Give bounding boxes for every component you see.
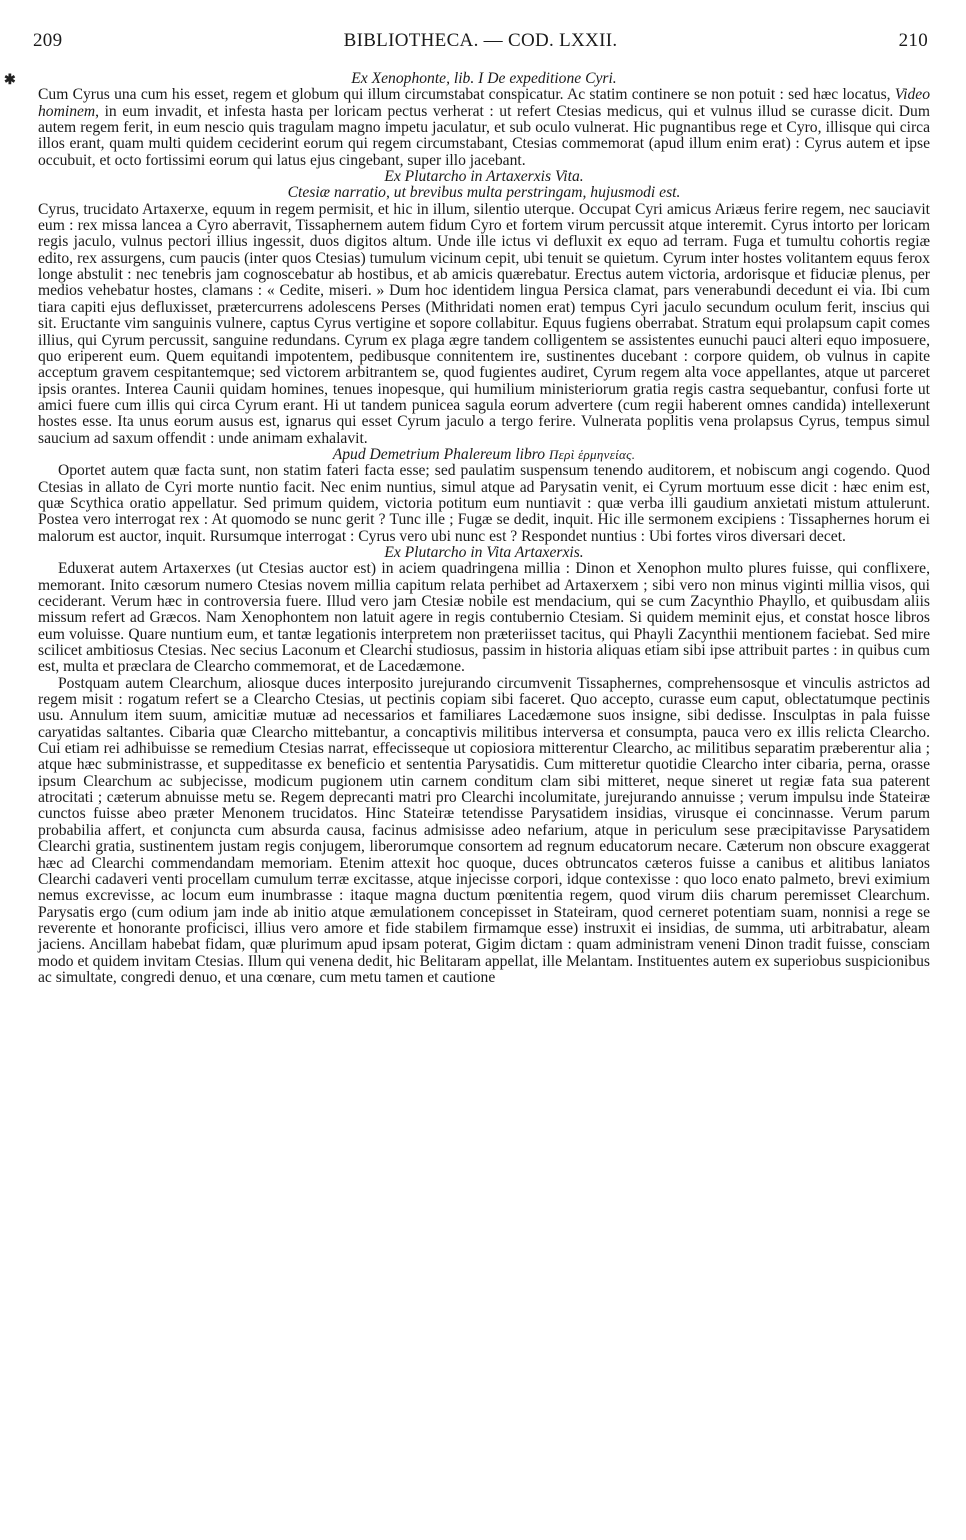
page-number-right: 210 [898,30,928,51]
section-heading: Ex Plutarcho in Artaxerxis Vita. [384,168,584,186]
running-title: BIBLIOTHECA. — COD. LXXII. [343,30,618,51]
paragraph: Cyrus, trucidato Artaxerxe, equum in regem permisit, et hic in illum, silentio uterque. Occupat Cyri amicus Ariæus ferire regem, nec sauciavit eum : rex missa lancea a Cyro aberravit, Tissaphernem autem fidum Cyro et fortem virum percussit atque interemit. Cyrus intorto per loricam regis jaculo, vulnus pectori illius ingessit, duos digitos altum. Unde ille ictus vi defluxit ex equo ad terram. Fuga et tumultu cohortis regiæ edito, rex assurgens, cum paucis (inter quos Ctesias) tumulum vicinum cepit, ubi tenuit se quietum. Cyrum inter hostes volitantem equus ferox longe abstulit : nec tenebris jam cognoscebatur ab hostibus, et ab amicis quærebatur. Erectus autem victoria, ardorisque et fiduciæ plenus, per medios vehebatur hostes, clamans : « Cedite, miseri. » Dum hoc identidem lingua Persica clamat, pars venerabundi decedunt ei via. Ibi cum tiara capiti ejus defluxisset, prætercurrens adolescens Perses (Mithridati nomen erat) tempus Cyri jaculo secundum oculum ferit, inscius qui sit. Eructante vim sanguinis vulnere, captus Cyrus vertigine et sopore collabitur. Equus fugiens oberrabat. Stratum equi prolapsum capit comes illius, qui Cyrum percussit, sanguine redundans. Cyrum ex plaga ægre tandem colligentem se assistentes eunuchi pauci alteri equo imposuere, quo eriperent eum. Quem equitandi impotentem, pedibusque connitentem ire, sustinentes ducebant : corpore quidem, ob vulnus in capite acceptum gravem cespitantemque; sed victorem arbitrantem se, quod fugientes audiret, Cyrum regem alta voce appellantes, atque ut parceret ipsis orantes. Interea Caunii quidam homines, tenues inopesque, qui humilium ministeriorum gratia regis castra sequebantur, confusi forte ut amici fuere cum illis qui circa Cyrum erant. Hi ut tandem punicea sagula eorum advertere (cum regii haberent omnes candida) intellexerunt hostes esse. Ita unus eorum ausus est, ignarus qui esset Cyrum jaculo a tergo ferire. Vulnerata poplitis vena prolapsus Cyrus, tempus simul saucium ad saxum offendit : unde animam exhalavit. [38,200,930,447]
paragraph: Postquam autem Clearchum, aliosque duces interposito jurejurando circumvenit Tissaphernes, comprehensosque et vinculis astrictos ad regem misit : rogatum refert se a Clearcho Ctesias, ut pectinis copiam sibi faceret. Quo accepto, curasse eum caput, oblectatumque pectinis usu. Annulum item suum, amicitiæ mutuæ ad necessarios et familiares Lacedæmone suos insigne, sibi dedisse. Insculptas in pala fuisse caryatidas saltantes. Cibaria quæ Clearcho mittebantur, a concaptivis militibus interversa et consumpta, pauca vero ex illis relicta Clearcho. Cui etiam rei adhibuisse se remedium Ctesias narrat, effecisseque ut copiosiora mitterentur Clearcho, ac militibus separatim præberentur alia ; atque hæc subministrasse, et suppeditasse ex beneficio et sententia Parysatidis. Cum mitteretur quotidie Clearcho inter cibaria, perna, orasse ipsum Clearchum ac subjecisse, modicum pugionem utin carnem conditum clam sibi mitteret, neque sineret ut regiæ fata sua paterent atrocitati ; cæterum abnuisse metu se. Regem deprecanti matri pro Clearchi incolumitate, jurejurando annuisse ; verum impulsu inde Stateiræ cunctos fuisse abeo præter Menonem trucidatos. Hinc Stateiræ tetendisse Parysatidem insidias, virusque ei concinnasse. Verum parum probabilia affert, et conjuncta cum absurda causa, facinus admisisse adeo nefarium, atque in periculum sese præcipitavisse Parysatidem Clearchi gratia, sustinentem justam regis conjugem, liberorumque consortem ad regnum educatorum necare. Cæterum non obscure exaggerat hæc ad Clearchi commendandam memoriam. Etenim attexit hoc quoque, duces obtruncatos cæteros fuisse a canibus et alitibus laniatos Clearchi cadaveri venti procellam cumulum terræ excitasse, atque injecisse corpori, idque contexisse : quo loco enato palmeto, brevi eximium nemus excrevisse, ac locum eum inumbrasse : itaque magna ductum pœnitentia regem, quod virum diis charum peremisset Clearchum. Parysatis ergo (cum odium jam inde ab initio atque æmulationem concepisset in Stateiram, quod cerneret potentiam suam, nonnisi a rege se reverente et honorante proficisci, illius vero amore et fide stabilem firmamque esse) instruxit ei insidias, de summa, uti arbitrabatur, aleam jaciens. Ancillam habebat fidam, quæ plurimum apud ipsam poterat, Gigim dictam : quam administram veneni Dinon tradit fuisse, consciam modo et quidem invitam Ctesias. Illum qui venena dedit, hic Belitaram appellat, ille Melantam. Instituentes autem ex superiobus suspicionibus ac simultate, congredi denuo, et una cœnare, cum metu tamen et cautione [38,674,930,986]
section-subheading: Ctesiæ narratio, ut brevibus multa perstringam, hujusmodi est. [287,184,681,202]
paragraph: Oportet autem quæ facta sunt, non statim fateri facta esse; sed paulatim suspensum tenendo auditorem, et nobiscum angi cogendo. Quod Ctesias in allato de Cyri morte nuntio facit. Nec enim nuntius, simul atque ad Parysatin venit, ei Cyrum mortuum esse dicit : hæc enim est, quæ Scythica oratio appellatur. Sed primum quidem, victoria potitum eum nuntiavit : quæ verba illi gaudium anxietati mistum attulerunt. Postea vero interrogat rex : At quomodo se nunc gerit ? Tunc ille ; Fugæ se dedit, inquit. Hic ille sermonem excipiens : Tissaphernes horum ei malorum est auctor, inquit. Rursumque interrogat : Cyrus vero ubi nunc est ? Respondet nuntius : Ubi fortes viros diversari decet. [38,462,930,545]
section-heading: Ex Xenophonte, lib. I De expeditione Cyri. [351,70,617,87]
margin-mark-icon: ✱ [4,73,16,88]
running-head [33,30,928,56]
paragraph: Cum Cyrus una cum his esset, regem et globum qui illum circumstabat conspicatur. Ac statim continere se non potuit : sed hæc locatus, Video hominem, in eum invadit, et infesta hasta per loricam pectus verherat : ut refert Ctesias medicus, qui et vulnus illud se curasse dicit. Dum autem regem ferit, in eum nescio quis tragulam magno impetu jaculatur, et sub oculo vulnerat. Hic pugnantibus rege et Cyro, illisque qui circa illos erant, quam multi quidem ceciderint eorum qui regem circumstabant, Ctesias commemorat (apud illum enim erat) : Cyrus autem et ipse occubuit, et octo fortissimi eorum qui latus ejus cingebant, super illo jacebant. [38,86,930,169]
section-heading: Ex Plutarcho in Vita Artaxerxis. [384,543,584,561]
section-heading: Apud Demetrium Phalereum libro Περὶ ἑρμηνείας. [332,445,636,463]
page-number-left: 209 [33,30,63,51]
paragraph: Eduxerat autem Artaxerxes (ut Ctesias auctor est) in aciem quadringena millia : Dinon et Xenophon multo plures fuisse, qui conflixere, memorant. Inito cæsorum numero Ctesias novem millia capitum relata perhibet ad Artaxerxem ; sibi vero non minus viginti millia visos, qui ceciderant. Verum hæc in controversia fuere. Illud vero jam Ctesiæ nobile est mendacium, qui se cum Zacynthio Phayllo, et quibusdam aliis missum refert ad Græcos. Nam Xenophontem non latuit agere in regis contubernio Ctesiam. Si quidem meminit ejus, et constat hosce libros eum voluisse. Quare nuntium eum, et tantæ legationis interpretem non præteriisset tacitus, qui Phayli Zacynthii mentionem faciebat. Sed mire scilicet ambitiosus Ctesias. Nec secius Laconum et Clearchi studiosus, passim in historia aliquas etiam sibi ipse attribuit partes : in quibus cum est, multa et præclara de Clearcho commemorat, et de Lacedæmone. [38,560,930,676]
text-column [38,71,930,986]
